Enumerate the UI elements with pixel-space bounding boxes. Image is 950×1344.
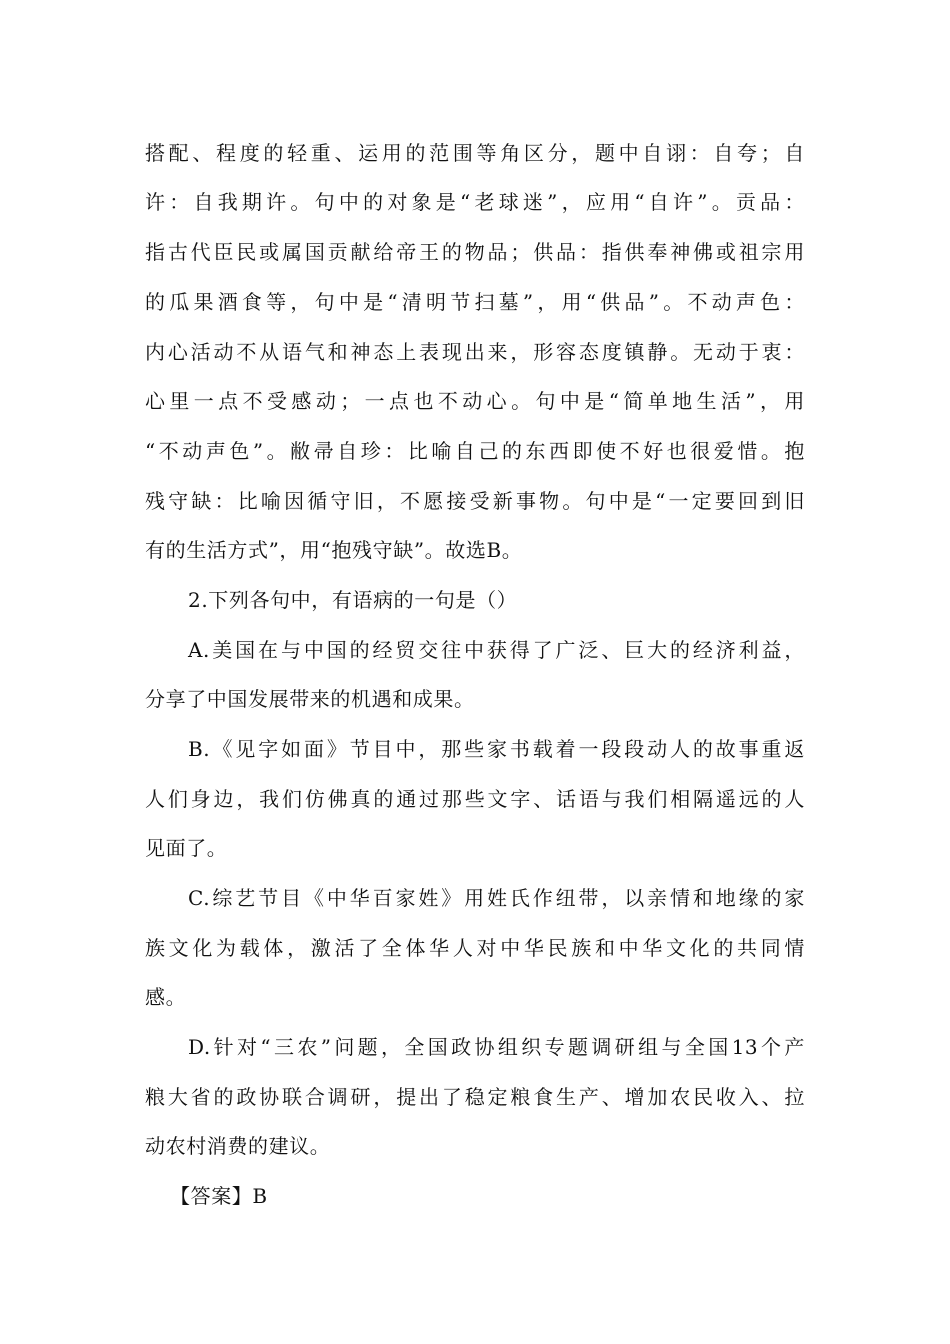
- option-a-line: A.美国在与中国的经贸交往中获得了广泛、巨大的经济利益，: [188, 638, 805, 662]
- paragraph-line: 有的生活方式”，用“抱残守缺”。故选B。: [145, 538, 523, 562]
- question-stem: 2.下列各句中，有语病的一句是（）: [188, 588, 518, 612]
- option-c-line: 感。: [145, 985, 187, 1009]
- option-c-line: C.综艺节目《中华百家姓》用姓氏作纽带，以亲情和地缘的家: [188, 886, 805, 910]
- option-d-line: 动农村消费的建议。: [145, 1134, 331, 1158]
- option-b-line: 见面了。: [145, 836, 228, 860]
- paragraph-line: 的瓜果酒食等，句中是“清明节扫墓”，用“供品”。不动声色：: [145, 290, 805, 314]
- option-d-line: 粮大省的政协联合调研，提出了稳定粮食生产、增加农民收入、拉: [145, 1085, 805, 1109]
- option-b-line: B.《见字如面》节目中，那些家书载着一段段动人的故事重返: [188, 737, 805, 761]
- paragraph-line: “不动声色”。敝帚自珍：比喻自己的东西即使不好也很爱惜。抱: [145, 439, 805, 463]
- option-b-line: 人们身边，我们仿佛真的通过那些文字、话语与我们相隔遥远的人: [145, 787, 805, 811]
- paragraph-line: 许：自我期许。句中的对象是“老球迷”，应用“自许”。贡品：: [145, 190, 805, 214]
- answer-label: 【答案】B: [170, 1184, 268, 1208]
- paragraph-line: 搭配、程度的轻重、运用的范围等角区分，题中自诩：自夸；自: [145, 141, 805, 165]
- paragraph-line: 残守缺：比喻因循守旧，不愿接受新事物。句中是“一定要回到旧: [145, 489, 805, 513]
- paragraph-line: 心里一点不受感动；一点也不动心。句中是“简单地生活”，用: [145, 389, 805, 413]
- option-a-line: 分享了中国发展带来的机遇和成果。: [145, 687, 475, 711]
- paragraph-line: 指古代臣民或属国贡献给帝王的物品；供品：指供奉神佛或祖宗用: [145, 240, 805, 264]
- option-c-line: 族文化为载体，激活了全体华人对中华民族和中华文化的共同情: [145, 936, 805, 960]
- paragraph-line: 内心活动不从语气和神态上表现出来，形容态度镇静。无动于衷：: [145, 340, 805, 364]
- option-d-line: D.针对“三农”问题，全国政协组织专题调研组与全国13个产: [188, 1035, 805, 1059]
